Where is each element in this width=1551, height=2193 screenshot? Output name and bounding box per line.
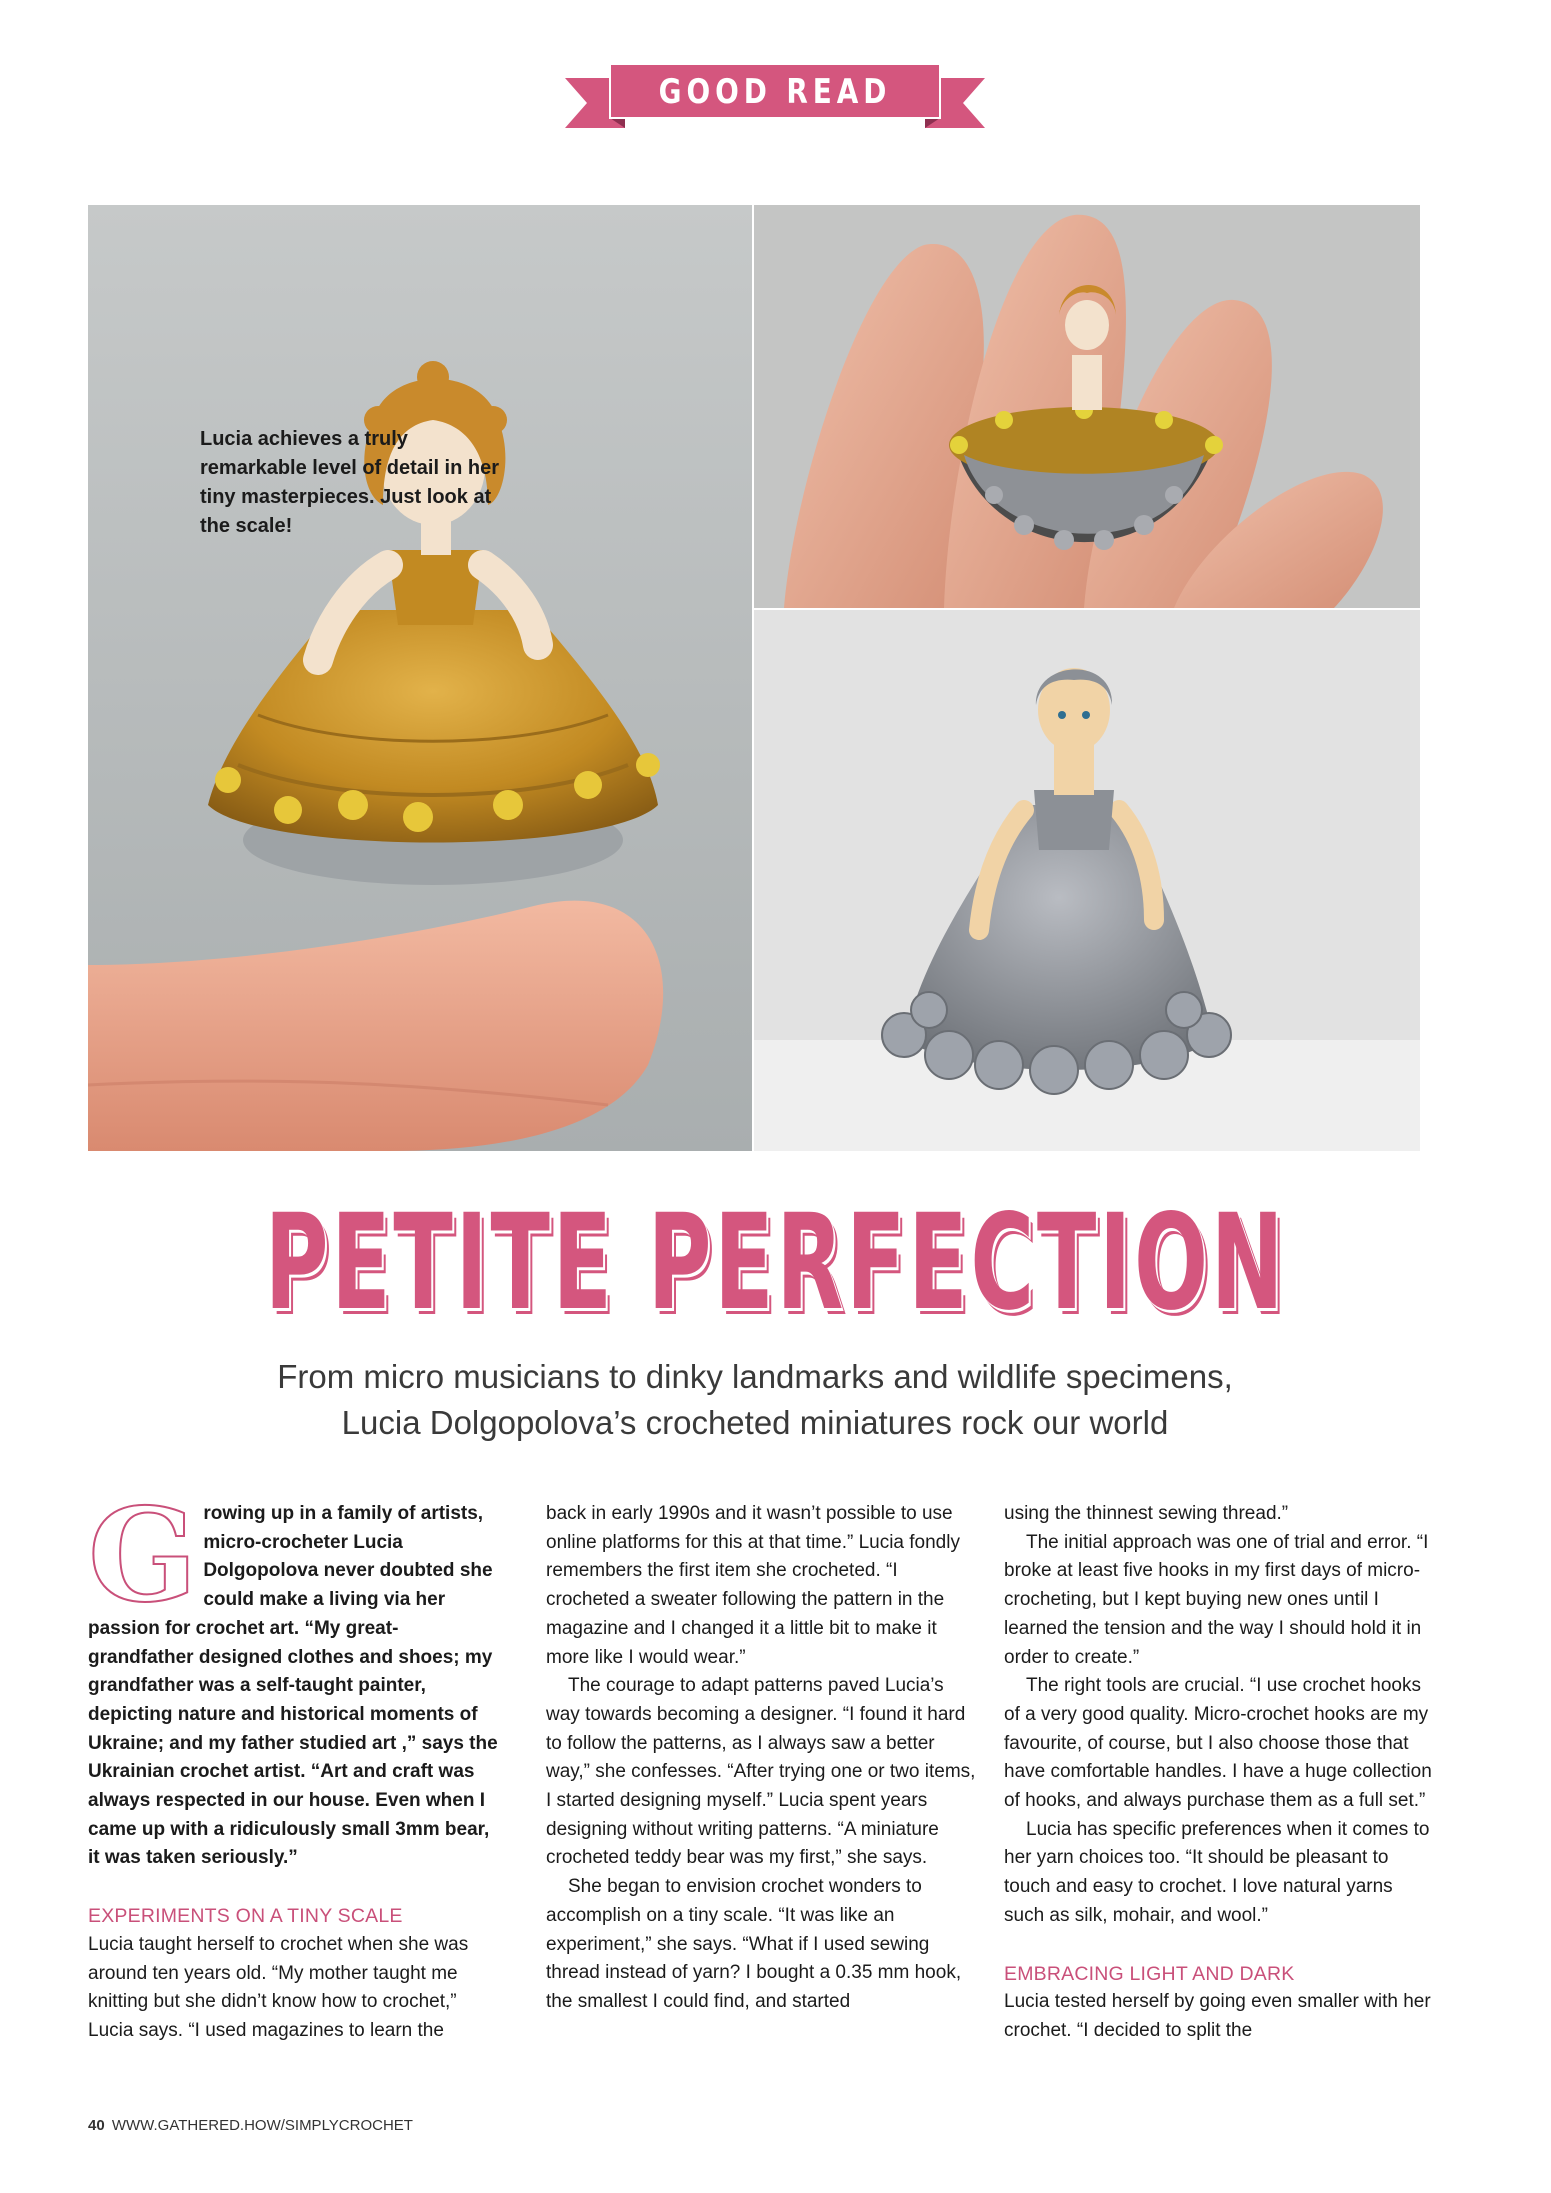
- subhead-embracing: EMBRACING LIGHT AND DARK: [1004, 1962, 1295, 1985]
- intro-text: rowing up in a family of artists, micro-crocheter Lucia Dolgopolova never doubted she could make a living via her passion for crochet art. “My great-grandfather designed clothes and shoes; my grandfather was a self-taught painter, depicting nature and historical moments of Ukraine; and my father studied art ,” says the Ukrainian crochet artist. “Art and craft was always respected in our house. Even when I came up with a ridiculously small 3mm bear, it was taken seriously.”: [88, 1503, 498, 1869]
- article-column-3: [1004, 1500, 1434, 2046]
- body-paragraph-1-cont: back in early 1990s and it wasn’t possible to use online platforms for this at that time.” Lucia fondly remembers the first item she crocheted. “I crocheted a sweater following the pattern in the magazine and I changed it a little bit to make it more like I would wear.”: [546, 1503, 960, 1668]
- footer-url[interactable]: WWW.GATHERED.HOW/SIMPLYCROCHET: [111, 2117, 413, 2134]
- body-paragraph-5: The right tools are crucial. “I use crochet hooks of a very good quality. Micro-crochet hooks are my favourite, of course, but I also choose those that have comfortable handles. I have a huge collection of hooks, and always purchase them as a full set.”: [1004, 1675, 1432, 1812]
- banner-label: GOOD READ: [658, 72, 892, 112]
- standfirst-line-1: From micro musicians to dinky landmarks and wildlife specimens,: [277, 1358, 1233, 1395]
- page-number: 40: [88, 2117, 105, 2134]
- subhead-experiments: EXPERIMENTS ON A TINY SCALE: [88, 1905, 403, 1928]
- photo-caption: Lucia achieves a truly remarkable level of detail in her tiny masterpieces. Just look at the scale!: [200, 428, 500, 537]
- article-standfirst: [200, 1354, 1310, 1446]
- drop-cap: G: [88, 1481, 198, 1631]
- photo-gold-doll-fingertip: [88, 205, 752, 1151]
- page-footer: [88, 2117, 413, 2134]
- body-paragraph-3: She began to envision crochet wonders to accomplish on a tiny scale. “It was like an experiment,” she says. “What if I used sewing thread instead of yarn? I bought a 0.35 mm hook, the smallest I could find, and started: [546, 1876, 962, 2012]
- intro-paragraph: [88, 1481, 503, 1873]
- body-paragraph-1: Lucia taught herself to crochet when she was around ten years old. “My mother taught me knitting but she didn’t know how to crochet,” Lucia says. “I used magazines to learn the: [88, 1933, 469, 2041]
- body-paragraph-7: Lucia tested herself by going even smaller with her crochet. “I decided to split the: [1004, 1991, 1431, 2041]
- section-banner: [565, 56, 985, 138]
- article-headline: PETITE PERFECTION: [264, 1186, 1287, 1340]
- body-paragraph-2: The courage to adapt patterns paved Lucia’s way towards becoming a designer. “I found it hard to follow the patterns, as I always saw a better way,” she confesses. “After trying one or two items, I started designing myself.” Lucia spent years designing without writing patterns. “A miniature crocheted teddy bear was my first,” she says.: [546, 1675, 976, 1869]
- standfirst-line-2: Lucia Dolgopolova’s crocheted miniatures rock our world: [341, 1404, 1169, 1441]
- article-column-2: [546, 1500, 976, 2017]
- underskirt-illustration: [754, 205, 1420, 608]
- photo-silver-doll: [754, 610, 1420, 1151]
- article-column-1: [88, 1481, 503, 2045]
- body-paragraph-6: Lucia has specific preferences when it comes to her yarn choices too. “It should be pleasant to touch and easy to crochet. I love natural yarns such as silk, mohair, and wool.”: [1004, 1818, 1430, 1926]
- silver-doll-illustration: [754, 610, 1420, 1151]
- gold-doll-illustration: [88, 205, 752, 1151]
- body-paragraph-4: The initial approach was one of trial and error. “I broke at least five hooks in my first days of micro-crocheting, but I kept buying new ones until I learned the tension and the way I should hold it in order to create.”: [1004, 1531, 1429, 1668]
- photo-gold-doll-underskirt: [754, 205, 1420, 608]
- body-paragraph-3-cont: using the thinnest sewing thread.”: [1004, 1503, 1289, 1524]
